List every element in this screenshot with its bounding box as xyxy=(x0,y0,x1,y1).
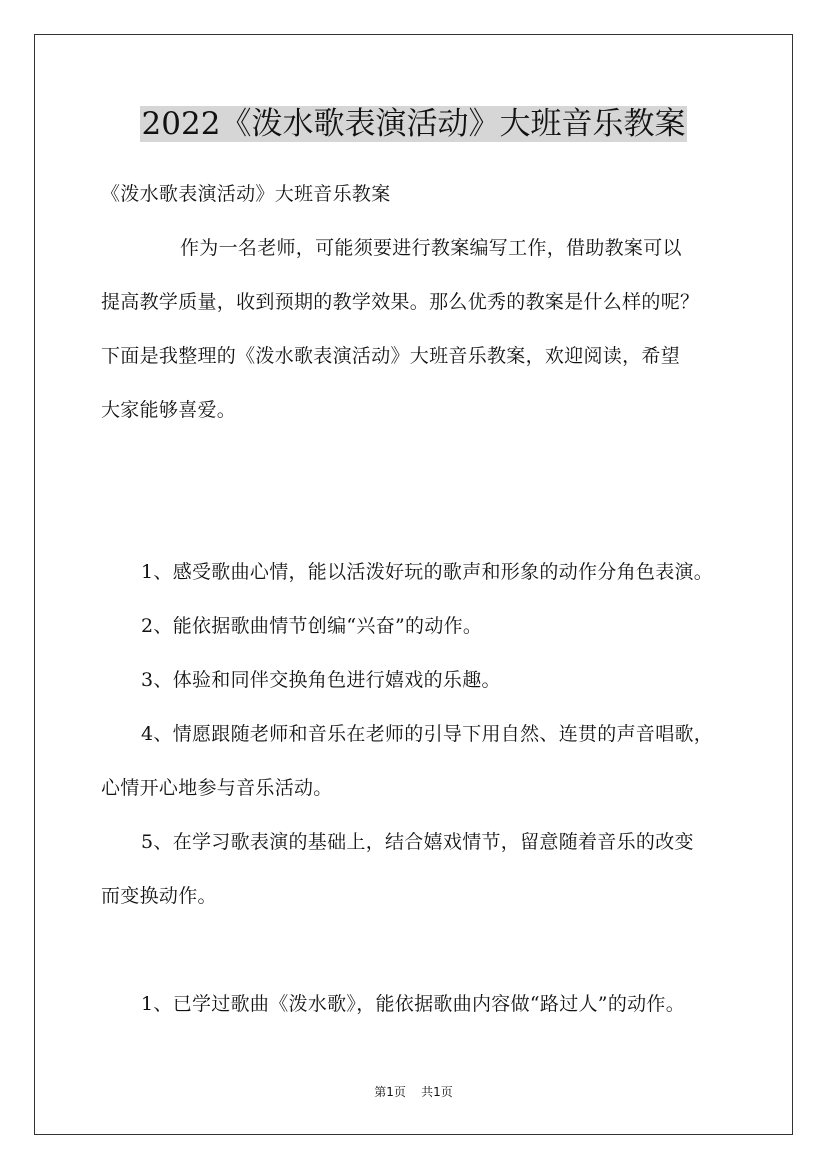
goal-item: 1、感受歌曲心情，能以活泼好玩的歌声和形象的动作分角色表演。 xyxy=(141,561,714,583)
document-subtitle: 《泼水歌表演活动》大班音乐教案 xyxy=(101,183,391,205)
goal-item: 2、能依据歌曲情节创编“兴奋”的动作。 xyxy=(141,615,483,637)
goal-item: 4、情愿跟随老师和音乐在老师的引导下用自然、连贯的声音唱歌， xyxy=(141,723,714,745)
intro-line: 提高教学质量，收到预期的教学效果。那么优秀的教案是什么样的呢？ xyxy=(101,291,700,313)
goal-item: 5、在学习歌表演的基础上，结合嬉戏情节，留意随着音乐的改变 xyxy=(141,831,694,853)
document-title xyxy=(0,98,827,150)
goal-item: 3、体验和同伴交换角色进行嬉戏的乐趣。 xyxy=(141,669,501,691)
page-total: 共1页 xyxy=(421,1085,453,1099)
intro-line: 大家能够喜爱。 xyxy=(101,399,237,421)
page-number: 第1页 xyxy=(374,1085,406,1099)
intro-line: 作为一名老师，可能须要进行教案编写工作，借助教案可以 xyxy=(180,237,682,259)
goal-item-continuation: 心情开心地参与音乐活动。 xyxy=(101,777,333,799)
document-title-text: 2022《泼水歌表演活动》大班音乐教案 xyxy=(141,106,686,142)
intro-line: 下面是我整理的《泼水歌表演活动》大班音乐教案，欢迎阅读，希望 xyxy=(101,345,681,367)
page-footer xyxy=(0,1084,827,1100)
preparation-item: 1、已学过歌曲《泼水歌》，能依据歌曲内容做“路过人”的动作。 xyxy=(141,993,686,1015)
goal-item-continuation: 而变换动作。 xyxy=(101,885,217,907)
